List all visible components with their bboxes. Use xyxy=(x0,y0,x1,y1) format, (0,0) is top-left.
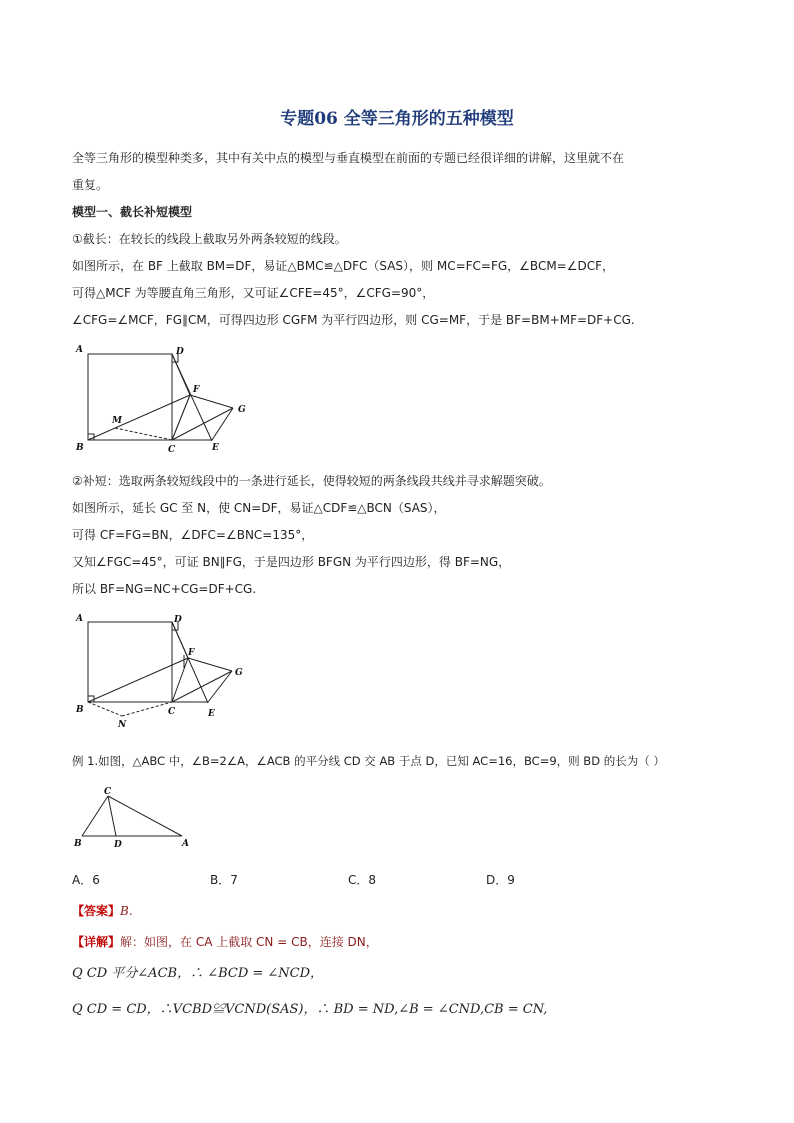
intro-line-2: 重复。 xyxy=(72,178,109,192)
option-d: D．9 xyxy=(486,873,515,887)
fig2-label-b: B xyxy=(76,705,84,715)
option-a: A．6 xyxy=(72,873,100,887)
intro-line-1: 全等三角形的模型种类多，其中有关中点的模型与垂直模型在前面的专题已经很详细的讲解，这里就不在 xyxy=(72,151,625,165)
fig2-label-e: E xyxy=(208,709,215,719)
option-b: B．7 xyxy=(210,873,238,887)
fig1-label-m: M xyxy=(112,416,122,426)
model1-heading: 模型一、截长补短模型 xyxy=(72,205,193,219)
figure-fill-short xyxy=(70,608,260,733)
fig1-label-d: D xyxy=(176,347,184,357)
cut-line-2: 如图所示，在 BF 上截取 BM=DF，易证△BMC≌△DFC（SAS），则 MC=FC=FG，∠BCM=∠DCF， xyxy=(72,259,615,273)
answer-value: B. xyxy=(120,904,133,918)
fig2-label-n: N xyxy=(118,720,127,730)
cut-line-4: ∠CFG=∠MCF，FG∥CM，可得四边形 CGFM 为平行四边形，则 CG=MF，于是 BF=BM+MF=DF+CG. xyxy=(72,313,635,327)
fill-line-3: 可得 CF=FG=BN，∠DFC=∠BNC=135°， xyxy=(72,528,314,542)
figure-example-triangle xyxy=(70,786,200,852)
fig3-label-d: D xyxy=(114,840,122,850)
cut-line-3: 可得△MCF 为等腰直角三角形，又可证∠CFE=45°，∠CFG=90°， xyxy=(72,286,435,300)
detail-text-1: 解：如图，在 CA 上截取 CN = CB，连接 DN， xyxy=(120,935,378,949)
detail-line-1 xyxy=(72,934,378,950)
answer-line xyxy=(72,903,133,919)
fig3-label-b: B xyxy=(74,839,82,849)
answer-tag: 【答案】 xyxy=(72,904,121,918)
fill-line-2: 如图所示，延长 GC 至 N，使 CN=DF，易证△CDF≌△BCN（SAS）， xyxy=(72,501,446,515)
fig2-label-f: F xyxy=(188,648,195,658)
fig3-label-a: A xyxy=(182,839,189,849)
detail-line-2: Q CD 平分∠ACB，∴ ∠BCD = ∠NCD， xyxy=(72,966,324,981)
fig3-label-c: C xyxy=(104,787,112,797)
square-abcd xyxy=(88,354,172,440)
page-title: 专题06 全等三角形的五种模型 xyxy=(280,109,514,129)
detail-tag: 【详解】 xyxy=(72,935,121,949)
option-c: C．8 xyxy=(348,873,377,887)
figure-cut-long xyxy=(70,340,260,460)
detail-line-3: Q CD = CD，∴VCBD≌VCND(SAS)，∴ BD = ND,∠B = ∠CND,CB = CN, xyxy=(72,1002,548,1017)
fig2-label-a: A xyxy=(76,614,83,624)
fig1-label-e: E xyxy=(212,443,219,453)
cut-line-1: ①截长：在较长的线段上截取另外两条较短的线段。 xyxy=(72,232,347,246)
fig2-label-d: D xyxy=(174,615,182,625)
fig2-label-g: G xyxy=(235,668,243,678)
fig1-label-f: F xyxy=(193,385,200,395)
example-question: 例 1.如图，△ABC 中，∠B=2∠A，∠ACB 的平分线 CD 交 AB 于点 D，已知 AC=16，BC=9，则 BD 的长为（ ） xyxy=(72,754,665,768)
fill-line-1: ②补短：选取两条较短线段中的一条进行延长，使得较短的两条线段共线并寻求解题突破。 xyxy=(72,474,551,488)
fig1-label-c: C xyxy=(168,445,176,455)
fig1-label-b: B xyxy=(76,443,84,453)
fig1-label-g: G xyxy=(238,405,246,415)
fill-line-5: 所以 BF=NG=NC+CG=DF+CG. xyxy=(72,582,257,596)
fig1-label-a: A xyxy=(76,345,83,355)
square-abcd-2 xyxy=(88,622,172,702)
fill-line-4: 又知∠FGC=45°，可证 BN∥FG，于是四边形 BFGN 为平行四边形，得 BF=NG， xyxy=(72,555,511,569)
fig2-label-c: C xyxy=(168,707,176,717)
